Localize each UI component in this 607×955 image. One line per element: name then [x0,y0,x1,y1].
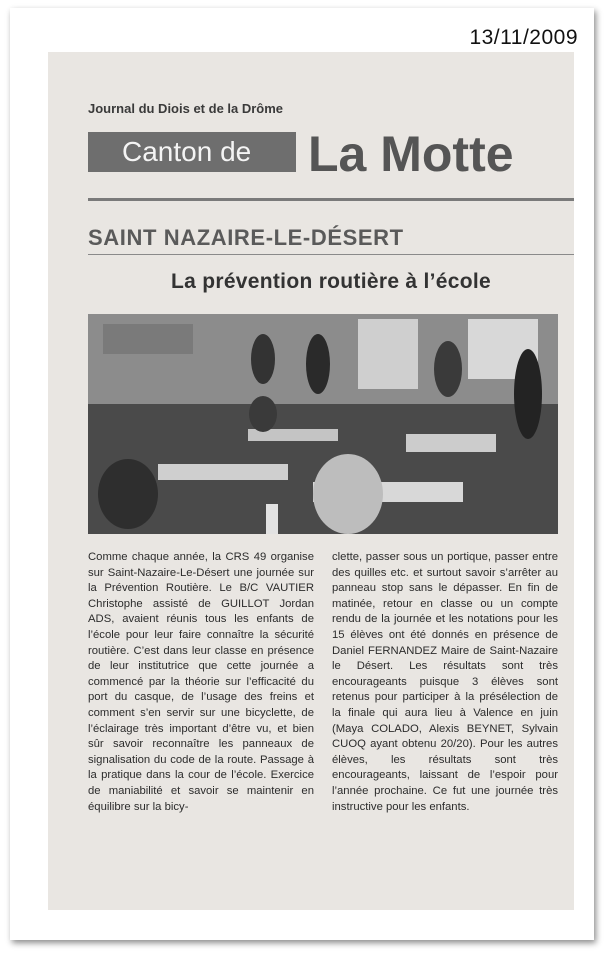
section-name: La Motte [308,126,514,182]
article-column-2-text: clette, passer sous un portique, passer entre des quilles etc. et surtout savoir s’arrêter au panneau stop sans le dépasser. En fin de matinée, retour en classe ou un compte rendu de la journée et les notations pour les 15 élèves ont été donnés en présence de Daniel FERNANDEZ Maire de Saint-Nazaire le Désert. Les résultats sont très encourageants puisque 3 élèves sont retenus pour participer à la présélection de la finale qui aura lieu à Valence en juin (Maya COLADO, Alexis BEYNET, Sylvain CUOQ ayant obtenu 20/20). Pour les autres élèves, les résultats sont très encourageants, laissant de l’espoir pour l’année prochaine. Ce fut une journée très instructive pour les enfants. [332,551,558,813]
commune-heading: SAINT NAZAIRE-LE-DÉSERT [88,225,404,250]
section-rule [88,198,574,201]
newspaper-name: Journal du Diois et de la Drôme [88,101,284,116]
article-column-1 [88,550,314,815]
classroom-photo-illustration [88,314,558,534]
section-prefix: Canton de [88,132,296,172]
newspaper-clipping [48,52,574,910]
section-banner [88,126,574,190]
article-column-1-text: Comme chaque année, la CRS 49 organise sur Saint-Nazaire-Le-Désert une journée sur la Prévention Routière. Le B/C VAUTIER Christophe assisté de GUILLOT Jordan ADS, avaient réunis tous les enfants de l’école pour leur faire connaître la sécurité routière. C’est dans leur classe en présence de leur institutrice que cette journée a commencé par la théorie sur l’efficacité du port du casque, de l’usage des freins et comment s’en servir sur une bicyclette, de l’éclairage très important d’être vu, et bien sûr savoir reconnaître les panneaux de signalisation du code de la route. Passage à la pratique dans la cour de l’école. Exercice de maniabilité et savoir se maintenir en équilibre sur la bicy- [88,551,314,813]
article-body [88,550,558,815]
article-headline: La prévention routière à l’école [170,270,492,293]
commune-rule [88,254,574,255]
scan-frame [10,8,594,940]
classroom-photo [88,314,558,534]
date-stamp: 13/11/2009 [469,26,578,49]
article-column-2 [332,550,558,815]
